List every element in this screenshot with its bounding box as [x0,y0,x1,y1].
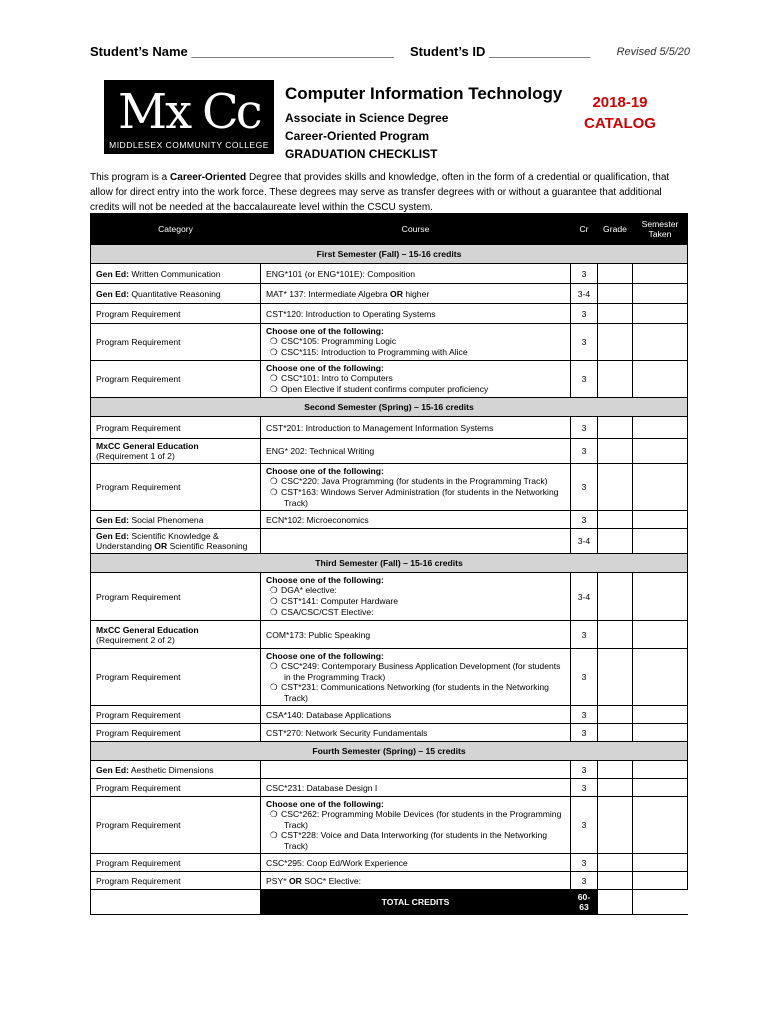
semester-cell[interactable] [633,284,688,304]
table-cell: Choose one of the following: ❍ CSC*249: Contemporary Business Application Development (for students in the Programming Track) ❍ CST*231: Communications Networking (for students in the Networking Track) [261,649,571,706]
table-cell: Program Requirement [91,361,261,398]
graduation-checklist-table [90,213,688,915]
semester-cell[interactable] [633,621,688,649]
grade-cell[interactable] [598,529,633,554]
table-row [91,649,688,706]
grade-cell[interactable] [598,264,633,284]
table-cell: Program Requirement [91,854,261,872]
table-row [91,573,688,621]
semester-cell[interactable] [633,761,688,779]
table-row [91,417,688,439]
table-cell: 3 [571,779,598,797]
semester-cell[interactable] [633,573,688,621]
table-row [91,761,688,779]
grade-cell[interactable] [598,779,633,797]
table-row [91,324,688,361]
semester-cell[interactable] [633,529,688,554]
col-course: Course [261,214,571,245]
table-cell: 3-4 [571,573,598,621]
semester-cell[interactable] [633,417,688,439]
table-cell: Third Semester (Fall) – 15-16 credits [91,554,688,573]
table-cell: 3 [571,872,598,890]
table-cell [91,890,261,915]
col-grade: Grade [598,214,633,245]
table-cell: Choose one of the following: ❍ CSC*262: Programming Mobile Devices (for students in the Programming Track) ❍ CST*228: Voice and Data Interworking (for students in the Networking Track) [261,797,571,854]
table-cell: CST*120: Introduction to Operating Systems [261,304,571,324]
table-cell: CSC*231: Database Design I [261,779,571,797]
grade-cell[interactable] [598,854,633,872]
table-cell: First Semester (Fall) – 15-16 credits [91,245,688,264]
checkbox-icon[interactable]: ❍ [270,596,278,606]
table-cell: Gen Ed: Scientific Knowledge & Understanding OR Scientific Reasoning [91,529,261,554]
table-cell: Program Requirement [91,706,261,724]
semester-heading [91,554,688,573]
title-block [285,84,562,163]
grade-cell[interactable] [598,324,633,361]
total-label: TOTAL CREDITS [261,890,571,915]
semester-cell[interactable] [633,872,688,890]
table-cell: Gen Ed: Aesthetic Dimensions [91,761,261,779]
table-cell [598,890,633,915]
grade-cell[interactable] [598,511,633,529]
semester-cell[interactable] [633,797,688,854]
table-cell: MxCC General Education (Requirement 1 of 2) [91,439,261,464]
table-cell: Program Requirement [91,724,261,742]
table-cell: PSY* OR SOC* Elective: [261,872,571,890]
table-cell: 3 [571,324,598,361]
col-semester: Semester Taken [633,214,688,245]
table-cell [633,890,688,915]
course-cell[interactable] [261,529,571,554]
table-cell: 3 [571,264,598,284]
table-cell: 3 [571,797,598,854]
grade-cell[interactable] [598,761,633,779]
table-cell: Choose one of the following: ❍ CSC*220: Java Programming (for students in the Programming Track) ❍ CST*163: Windows Server Administration (for students in the Networking Track) [261,464,571,511]
checkbox-icon[interactable]: ❍ [270,682,278,692]
semester-cell[interactable] [633,361,688,398]
table-row [91,724,688,742]
program-type: Career-Oriented Program [285,129,430,143]
table-cell: CST*270: Network Security Fundamentals [261,724,571,742]
checkbox-icon[interactable]: ❍ [270,487,278,497]
intro-paragraph: This program is a Career-Oriented Degree that provides skills and knowledge, often in the form of a credential or qualification, that allow for direct entry into the work force. These degrees may serve as transfer degrees with or without a guarantee that additional credits will not be needed at the baccalaureate level within the CSCU system. [90,172,670,213]
table-cell: 3-4 [571,529,598,554]
table-row [91,304,688,324]
table-row [91,439,688,464]
table-row [91,284,688,304]
semester-cell[interactable] [633,779,688,797]
table-cell: MAT* 137: Intermediate Algebra OR higher [261,284,571,304]
table-cell: Program Requirement [91,573,261,621]
semester-cell[interactable] [633,439,688,464]
table-cell: 3 [571,724,598,742]
grade-cell[interactable] [598,284,633,304]
checkbox-icon[interactable]: ❍ [270,585,278,595]
table-cell: 3 [571,649,598,706]
table-cell: 3-4 [571,284,598,304]
table-cell: COM*173: Public Speaking [261,621,571,649]
table-row [91,621,688,649]
checkbox-icon[interactable]: ❍ [270,809,278,819]
table-cell: Gen Ed: Social Phenomena [91,511,261,529]
semester-cell[interactable] [633,706,688,724]
checkbox-icon[interactable]: ❍ [270,347,278,357]
table-cell: CSA*140: Database Applications [261,706,571,724]
table-cell: Program Requirement [91,779,261,797]
table-cell: Program Requirement [91,324,261,361]
semester-cell[interactable] [633,324,688,361]
table-cell: 3 [571,464,598,511]
semester-cell[interactable] [633,264,688,284]
checkbox-icon[interactable]: ❍ [270,373,278,383]
table-cell: Gen Ed: Written Communication [91,264,261,284]
semester-cell[interactable] [633,511,688,529]
grade-cell[interactable] [598,649,633,706]
degree-label: Associate in Science Degree [285,111,449,125]
table-cell: Program Requirement [91,304,261,324]
table-cell: CST*201: Introduction to Management Information Systems [261,417,571,439]
table-cell: 3 [571,706,598,724]
semester-cell[interactable] [633,724,688,742]
table-cell: Program Requirement [91,417,261,439]
checkbox-icon[interactable]: ❍ [270,336,278,346]
checkbox-icon[interactable]: ❍ [270,661,278,671]
table-cell: Choose one of the following: ❍ CSC*105: Programming Logic ❍ CSC*115: Introduction to Programming with Alice [261,324,571,361]
table-cell: 3 [571,304,598,324]
table-row [91,779,688,797]
checkbox-icon[interactable]: ❍ [270,830,278,840]
grade-cell[interactable] [598,361,633,398]
table-cell: ECN*102: Microeconomics [261,511,571,529]
program-title: Computer Information Technology [285,84,563,103]
table-cell: ENG*101 (or ENG*101E): Composition [261,264,571,284]
table-cell: 3 [571,621,598,649]
revised-date: Revised 5/5/20 [616,46,690,58]
table-cell: 3 [571,854,598,872]
table-row [91,872,688,890]
student-id-field[interactable]: Student’s ID ______________ [410,44,591,59]
grade-cell[interactable] [598,621,633,649]
table-cell: Program Requirement [91,649,261,706]
course-cell[interactable] [261,761,571,779]
table-row [91,529,688,554]
table-cell: ENG* 202: Technical Writing [261,439,571,464]
grade-cell[interactable] [598,573,633,621]
col-credits: Cr [571,214,598,245]
table-cell: 3 [571,761,598,779]
col-category: Category [91,214,261,245]
semester-heading [91,398,688,417]
semester-cell[interactable] [633,649,688,706]
table-header [91,214,688,245]
checkbox-icon[interactable]: ❍ [270,476,278,486]
semester-cell[interactable] [633,854,688,872]
total-credits-row [91,890,688,915]
checkbox-icon[interactable]: ❍ [270,607,278,617]
table-row [91,511,688,529]
table-cell: Fourth Semester (Spring) – 15 credits [91,742,688,761]
table-row [91,264,688,284]
table-cell: Gen Ed: Quantitative Reasoning [91,284,261,304]
grade-cell[interactable] [598,706,633,724]
checkbox-icon[interactable]: ❍ [270,384,278,394]
grade-cell[interactable] [598,797,633,854]
table-cell: Program Requirement [91,872,261,890]
grade-cell[interactable] [598,724,633,742]
table-cell: Second Semester (Spring) – 15-16 credits [91,398,688,417]
table-row [91,797,688,854]
table-cell: 3 [571,361,598,398]
semester-cell[interactable] [633,304,688,324]
table-cell: CSC*295: Coop Ed/Work Experience [261,854,571,872]
table-cell: Program Requirement [91,797,261,854]
table-row [91,854,688,872]
table-cell: 3 [571,439,598,464]
table-cell: 3 [571,511,598,529]
catalog-year: 2018-19 CATALOG [584,94,656,132]
table-cell: Program Requirement [91,464,261,511]
student-name-field[interactable]: Student’s Name ____________________________ [90,44,394,59]
grade-cell[interactable] [598,304,633,324]
table-row [91,464,688,511]
grade-cell[interactable] [598,439,633,464]
table-row [91,361,688,398]
grade-cell[interactable] [598,417,633,439]
table-row [91,706,688,724]
total-value: 60-63 [571,890,598,915]
grade-cell[interactable] [598,464,633,511]
table-cell: Choose one of the following: ❍ CSC*101: Intro to Computers ❍ Open Elective if student confirms computer proficiency [261,361,571,398]
table-cell: MxCC General Education (Requirement 2 of 2) [91,621,261,649]
header [90,44,690,59]
table-cell: 3 [571,417,598,439]
semester-heading [91,245,688,264]
document-title: GRADUATION CHECKLIST [285,147,438,161]
semester-heading [91,742,688,761]
table-cell: Choose one of the following: ❍ DGA* elective: ❍ CST*141: Computer Hardware ❍ CSA/CSC/CST Elective: [261,573,571,621]
semester-cell[interactable] [633,464,688,511]
grade-cell[interactable] [598,872,633,890]
mxcc-logo: Mx Cc MIDDLESEX COMMUNITY COLLEGE [104,80,274,154]
